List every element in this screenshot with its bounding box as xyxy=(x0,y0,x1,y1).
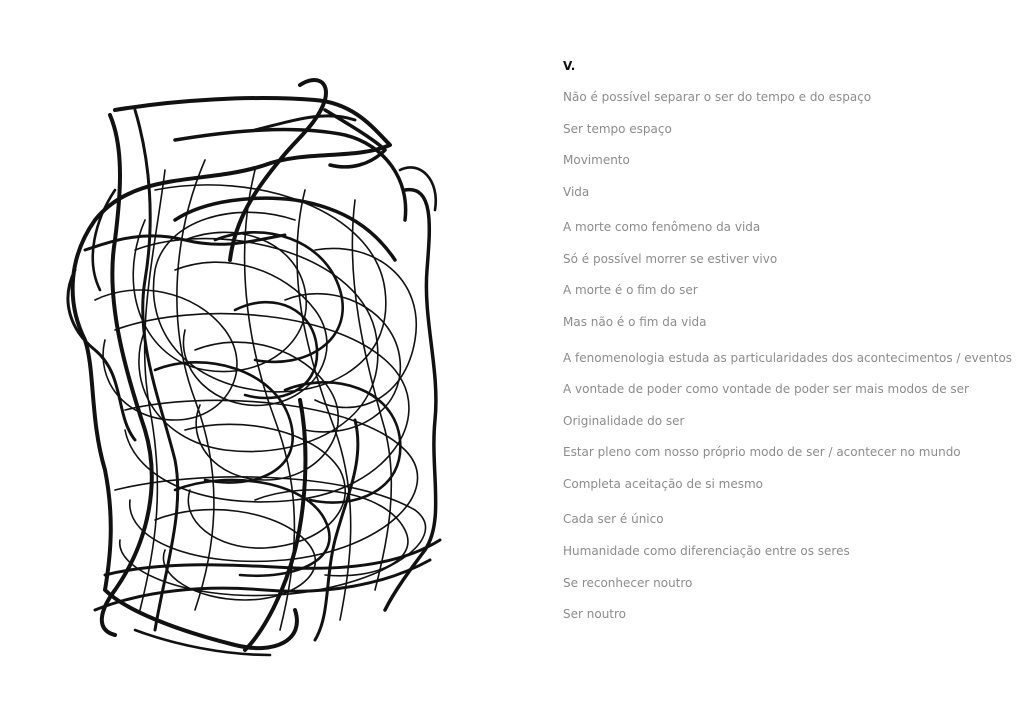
poem-line: Estar pleno com nosso próprio modo de ser / acontecer no mundo xyxy=(563,445,961,460)
stanza xyxy=(563,87,1003,202)
stanza xyxy=(563,217,1003,332)
poem-line: Completa aceitação de si mesmo xyxy=(563,476,764,491)
poem-line: Só é possível morrer se estiver vivo xyxy=(563,251,778,266)
poem-title: V. xyxy=(563,59,576,73)
poem-line: A fenomenologia estuda as particularidades dos acontecimentos / eventos xyxy=(563,350,1013,365)
scribble-illustration xyxy=(55,70,465,670)
poem-line: Ser noutro xyxy=(563,607,627,622)
poem-line: Se reconhecer noutro xyxy=(563,575,693,590)
scribble-drawing xyxy=(55,70,465,670)
stanza xyxy=(563,509,1003,624)
poem-line: Vida xyxy=(563,184,590,199)
poem xyxy=(563,56,1013,640)
poem-line: Originalidade do ser xyxy=(563,413,685,428)
poem-line: Movimento xyxy=(563,153,630,168)
poem-line: Humanidade como diferenciação entre os seres xyxy=(563,544,850,559)
stanza xyxy=(563,348,1013,494)
poem-line: A vontade de poder como vontade de poder ser mais modos de ser xyxy=(563,382,969,397)
poem-line: Não é possível separar o ser do tempo e do espaço xyxy=(563,90,872,104)
poem-line: Ser tempo espaço xyxy=(563,121,672,136)
poem-line: A morte é o fim do ser xyxy=(563,283,698,298)
poem-line: A morte como fenômeno da vida xyxy=(563,220,761,235)
poem-line: Cada ser é único xyxy=(563,512,664,527)
poem-line: Mas não é o fim da vida xyxy=(563,315,707,330)
